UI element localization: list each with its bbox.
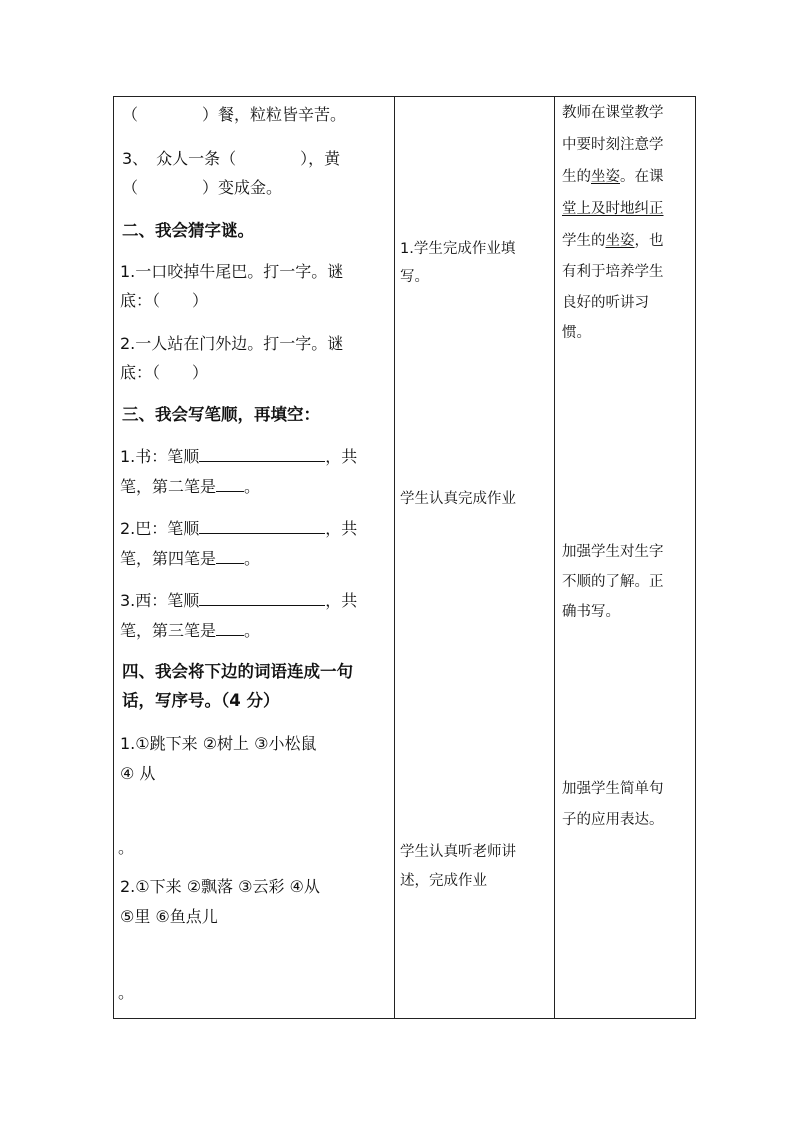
student-activity: 1.学生完成作业填 bbox=[400, 241, 516, 257]
column-divider-1 bbox=[394, 97, 395, 1018]
design-note: 中要时刻注意学 bbox=[562, 137, 664, 153]
sentence-end: 。 bbox=[118, 838, 135, 857]
sentence-exercise: 1.①跳下来 ②树上 ③小松鼠 bbox=[120, 734, 317, 753]
design-note: 学生的坐姿，也 bbox=[562, 233, 664, 249]
design-note: 惯。 bbox=[562, 325, 591, 341]
stroke-order-line: 笔，第二笔是 。 bbox=[120, 477, 261, 496]
stroke-order-line: 1.书：笔顺 ，共 bbox=[120, 447, 358, 466]
student-activity: 写。 bbox=[400, 269, 429, 285]
sentence-end: 。 bbox=[118, 983, 135, 1002]
student-activity: 述，完成作业 bbox=[400, 873, 487, 889]
answer-blank bbox=[216, 548, 244, 564]
stroke-order-line: 笔，第四笔是 。 bbox=[120, 549, 261, 568]
student-activity: 学生认真完成作业 bbox=[400, 491, 516, 507]
design-note: 教师在课堂教学 bbox=[562, 105, 664, 121]
stroke-order-line: 2.巴：笔顺 ，共 bbox=[120, 519, 358, 538]
design-note: 生的坐姿。在课 bbox=[562, 169, 664, 185]
sentence-exercise: 2.①下来 ②飘落 ③云彩 ④从 bbox=[120, 877, 320, 896]
design-note: 加强学生简单句 bbox=[562, 781, 664, 797]
sentence-exercise: ⑤里 ⑥鱼点儿 bbox=[120, 907, 218, 926]
answer-blank bbox=[199, 518, 325, 534]
design-note: 良好的听讲习 bbox=[562, 295, 649, 311]
answer-blank bbox=[199, 590, 325, 606]
design-note: 子的应用表达。 bbox=[562, 812, 664, 828]
exercise-line: （ ）变成金。 bbox=[122, 178, 283, 197]
answer-blank bbox=[216, 620, 244, 636]
riddle-line: 1.一口咬掉牛尾巴。打一字。谜 bbox=[120, 262, 344, 281]
sentence-exercise: ④ 从 bbox=[120, 764, 156, 783]
column-divider-2 bbox=[554, 97, 555, 1018]
section-heading: 三、我会写笔顺，再填空： bbox=[122, 405, 320, 424]
section-heading: 四、我会将下边的词语连成一句 bbox=[122, 662, 353, 681]
riddle-line: 底：（ ） bbox=[120, 291, 209, 310]
answer-blank bbox=[216, 476, 244, 492]
design-note: 加强学生对生字 bbox=[562, 544, 664, 560]
section-heading: 话，写序号。（4 分） bbox=[122, 691, 280, 710]
answer-blank bbox=[199, 446, 325, 462]
stroke-order-line: 3.西：笔顺 ，共 bbox=[120, 591, 358, 610]
riddle-line: 底：（ ） bbox=[120, 363, 209, 382]
design-note: 堂上及时地纠正 bbox=[562, 201, 664, 217]
stroke-order-line: 笔，第三笔是 。 bbox=[120, 621, 261, 640]
riddle-line: 2.一人站在门外边。打一字。谜 bbox=[120, 334, 344, 353]
exercise-line: 3、 众人一条（ ），黄 bbox=[122, 149, 341, 168]
design-note: 不顺的了解。正 bbox=[562, 574, 664, 590]
design-note: 确书写。 bbox=[562, 604, 620, 620]
design-note: 有利于培养学生 bbox=[562, 264, 664, 280]
exercise-line: （ ）餐，粒粒皆辛苦。 bbox=[122, 105, 347, 124]
section-heading: 二、我会猜字谜。 bbox=[122, 221, 254, 240]
student-activity: 学生认真听老师讲 bbox=[400, 844, 516, 860]
